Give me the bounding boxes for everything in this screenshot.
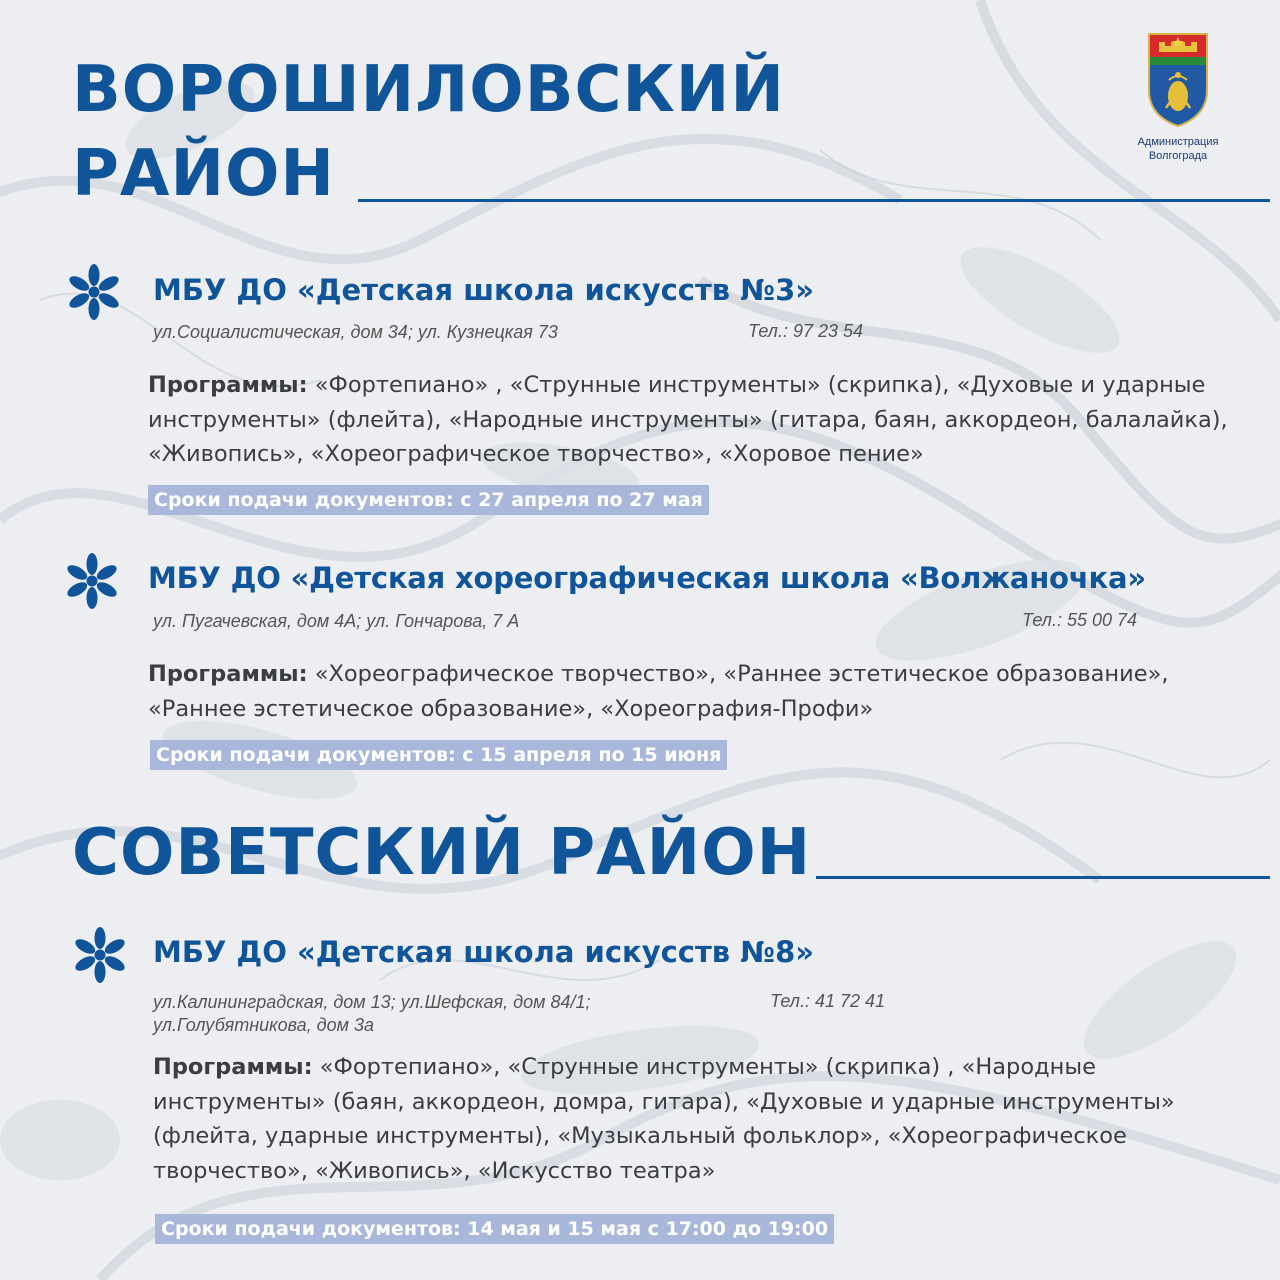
school-name-volzhanochka: МБУ ДО «Детская хореографическая школа «Волжаночка»	[148, 561, 1146, 595]
district-title-underline	[358, 199, 1270, 202]
programs-label: Программы:	[148, 661, 308, 687]
logo-caption-line1: Администрация	[1137, 136, 1219, 148]
programs-text: «Хореографическое творчество», «Раннее эстетическое образование», «Раннее эстетическое образование», «Хореография-Профи»	[148, 661, 1169, 722]
school-address-line1: ул.Калининградская, дом 13; ул.Шефская, дом 84/1;	[153, 992, 591, 1012]
district-title-voroshilovsky-line1: ВОРОШИЛОВСКИЙ	[72, 53, 785, 127]
school-address: ул.Социалистическая, дом 34; ул. Кузнецкая 73	[153, 322, 558, 342]
deadline-badge: Сроки подачи документов: с 15 апреля по 15 июня	[150, 740, 727, 770]
district-title-sovetsky: СОВЕТСКИЙ РАЙОН	[72, 816, 812, 890]
flower-bullet-icon	[60, 549, 124, 613]
volgograd-coat-of-arms-logo	[1130, 30, 1226, 164]
school-programs	[148, 657, 1263, 726]
flower-bullet-icon	[62, 260, 126, 324]
deadline-badge: Сроки подачи документов: с 27 апреля по 27 мая	[148, 485, 709, 515]
school-phone: Тел.: 55 00 74	[1022, 610, 1138, 630]
school-programs	[148, 368, 1263, 472]
programs-text: «Фортепиано» , «Струнные инструменты» (скрипка), «Духовые и ударные инструменты» (флейта), «Народные инструменты» (гитара, баян, аккордеон, балалайка), «Живопись», «Хореографическое творчество», «Хоровое пение»	[148, 372, 1228, 467]
flower-bullet-icon	[68, 923, 132, 987]
logo-caption-line2: Волгограда	[1148, 149, 1208, 162]
school-name-dshi-8: МБУ ДО «Детская школа искусств №8»	[153, 935, 815, 969]
school-programs	[153, 1050, 1253, 1188]
logo-caption	[1130, 136, 1226, 164]
programs-text: «Фортепиано», «Струнные инструменты» (скрипка) , «Народные инструменты» (баян, аккордеон, домра, гитара), «Духовые и ударные инструменты» (флейта, ударные инструменты), «Музыкальный фольклор», «Хореографическое творчество», «Живопись», «Искусство театра»	[153, 1054, 1175, 1184]
deadline-badge: Сроки подачи документов: 14 мая и 15 мая с 17:00 до 19:00	[155, 1214, 834, 1244]
programs-label: Программы:	[148, 372, 308, 398]
school-address-line2: ул.Голубятникова, дом 3а	[153, 1015, 374, 1035]
coat-of-arms-icon	[1145, 30, 1211, 130]
programs-label: Программы:	[153, 1054, 313, 1080]
district-title-voroshilovsky-line2: РАЙОН	[72, 137, 335, 211]
school-name-dshi-3: МБУ ДО «Детская школа искусств №3»	[153, 273, 815, 307]
school-phone: Тел.: 41 72 41	[770, 991, 886, 1011]
school-phone: Тел.: 97 23 54	[748, 321, 864, 341]
school-address: ул. Пугачевская, дом 4А; ул. Гончарова, 7 А	[153, 611, 520, 631]
district-title-underline	[816, 876, 1270, 879]
